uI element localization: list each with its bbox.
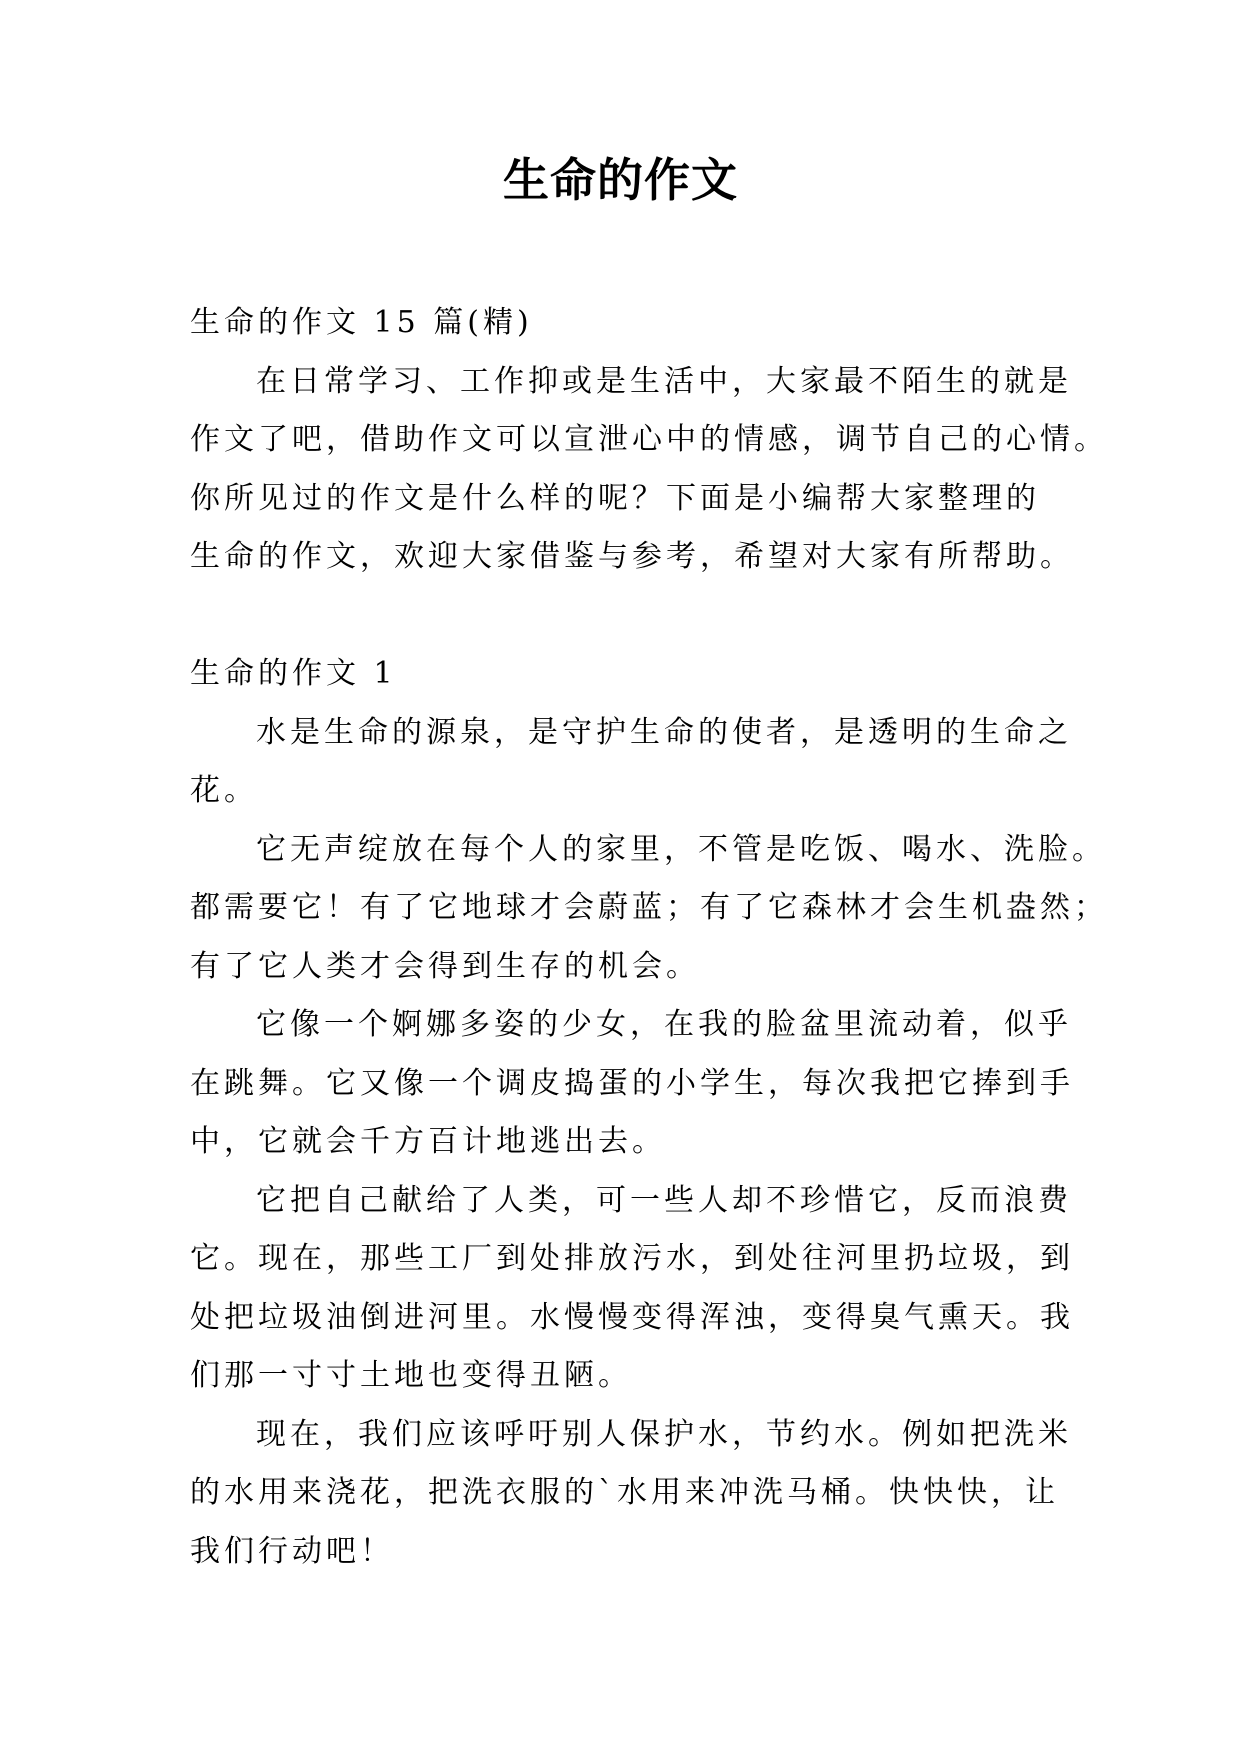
paragraph-line: 在跳舞。它又像一个调皮捣蛋的小学生，每次我把它捧到手 (190, 1065, 1074, 1101)
paragraph-line: 处把垃圾油倒进河里。水慢慢变得浑浊，变得臭气熏天。我 (190, 1299, 1074, 1335)
intro-line: 你所见过的作文是什么样的呢？下面是小编帮大家整理的 (190, 480, 1040, 516)
paragraph-5 (190, 1406, 1070, 1582)
blank-line (190, 587, 1070, 646)
paragraph-line: 花。 (190, 773, 258, 808)
paragraph-line: 都需要它！有了它地球才会蔚蓝；有了它森林才会生机盎然； (190, 890, 1108, 925)
intro-line: 在日常学习、工作抑或是生活中，大家最不陌生的就是 (256, 363, 1072, 399)
paragraph-2 (190, 821, 1108, 997)
paragraph-line: 们那一寸寸土地也变得丑陋。 (190, 1358, 632, 1393)
paragraph-line: 我们行动吧！ (190, 1533, 394, 1569)
section-heading: 生命的作文 1 (190, 656, 397, 691)
paragraph-3 (190, 996, 1074, 1172)
paragraph-line: 现在，我们应该呼吁别人保护水，节约水。例如把洗米 (256, 1416, 1072, 1452)
paragraph-line: 水是生命的源泉，是守护生命的使者，是透明的生命之 (256, 714, 1072, 750)
intro-paragraph (190, 353, 1108, 587)
paragraph-line: 它把自己献给了人类，可一些人却不珍惜它，反而浪费 (256, 1182, 1072, 1218)
paragraph-4 (190, 1172, 1074, 1406)
intro-line: 作文了吧，借助作文可以宣泄心中的情感，调节自己的心情。 (190, 422, 1108, 457)
paragraph-line: 中，它就会千方百计地逃出去。 (190, 1124, 666, 1159)
intro-line: 生命的作文，欢迎大家借鉴与参考，希望对大家有所帮助。 (190, 539, 1074, 574)
paragraph-line: 有了它人类才会得到生存的机会。 (190, 948, 700, 984)
paragraph-line: 它像一个婀娜多姿的少女，在我的脸盆里流动着，似乎 (256, 1007, 1072, 1042)
document-title: 生命的作文 (503, 153, 738, 207)
document-body (190, 294, 1108, 1581)
paragraph-1 (190, 704, 1070, 821)
paragraph-line: 它。现在，那些工厂到处排放污水，到处往河里扔垃圾，到 (190, 1241, 1074, 1276)
paragraph-line: 的水用来浇花，把洗衣服的`水用来冲洗马桶。快快快，让 (190, 1475, 1059, 1510)
document-subtitle: 生命的作文 15 篇(精) (190, 305, 533, 340)
paragraph-line: 它无声绽放在每个人的家里，不管是吃饭、喝水、洗脸。 (256, 831, 1106, 867)
